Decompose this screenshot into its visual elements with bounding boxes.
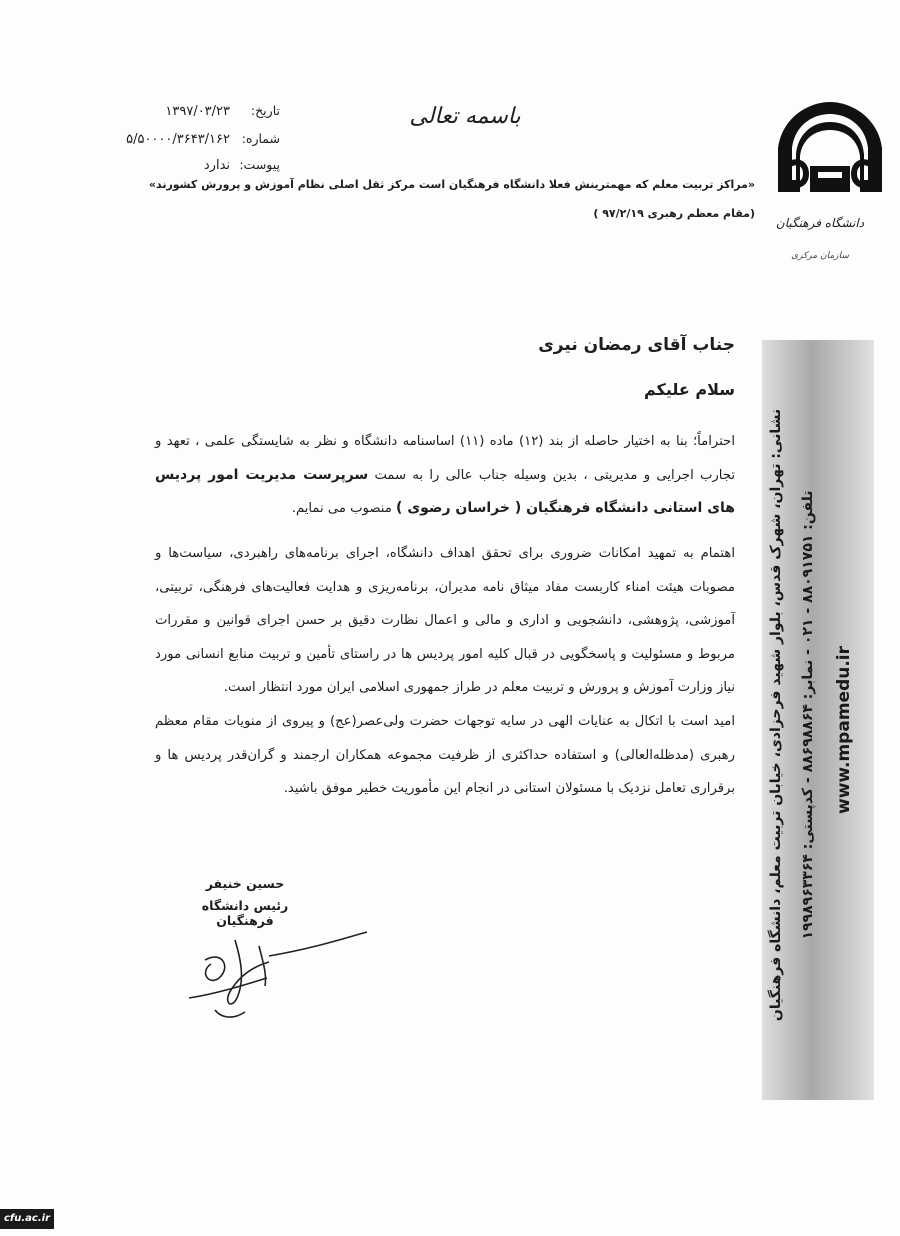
number-value: ۵/۵۰۰۰۰/۳۶۴۳/۱۶۲ [126,132,231,147]
signer-name: حسین خنیفر [205,876,285,891]
appointment-position: سرپرست مدیریت امور پردیس های استانی دانشگاه فرهنگیان ( خراسان رضوی ) [155,466,735,516]
addressee: جناب آقای رمضان نیری [538,335,735,355]
date-label: تاریخ: [250,103,280,118]
watermark-badge: cfu.ac.ir [0,1209,54,1229]
attachment-label: پیوست: [239,157,280,172]
date-value: ۱۳۹۷/۰۳/۲۳ [165,104,231,119]
attachment-line [105,157,280,173]
logo-subcaption: سازمان مرکزی [791,251,849,261]
leader-quote-source: (مقام معظم رهبری ۹۷/۲/۱۹ ) [593,207,755,220]
paragraph-closing: امید است با اتکال به عنایات الهی در سایه توجهات حضرت ولی‌عصر(عج) و پیروی از منویات مقام معظم رهبری (مدظله‌العالی) و استفاده حداکثری از ظرفیت مجموعه همکاران ارجمند و گران‌قدر پردیس ها و برقراری تعامل نزدیک با مسئولان استانی در انجام این مأموریت خطیر موفق باشید. [155,714,735,796]
date-line [105,103,280,119]
greeting: سلام علیکم [643,380,735,399]
basmele-heading: باسمه تعالی [409,104,521,129]
band-address: نشانی: تهران، شهرک قدس، بلوار شهید فرحزادی، خیابان تربیت معلم، دانشگاه فرهنگیان [768,408,784,1022]
handwritten-signature-icon [175,920,375,1030]
number-label: شماره: [241,131,280,146]
university-logo-icon [770,96,890,271]
leader-quote: «مراکز تربیت معلم که مهمترینش فعلا دانشگاه فرهنگیان است مرکز ثقل اصلی نظام آموزش و پرورش کشورند» [148,178,755,191]
paragraph-appointment [155,425,735,526]
logo-caption: دانشگاه فرهنگیان [775,216,865,230]
attachment-value: ندارد [203,158,231,173]
paragraph-appointment-end: منصوب می نمایم. [291,501,397,516]
band-website: www.mpamedu.ir [834,645,854,815]
number-line [105,131,280,147]
signer-title: رئیس دانشگاه فرهنگیان [201,898,289,928]
paragraph-appointment-start: احتراماً؛ بنا به اختیار حاصله از بند (۱۲) ماده (۱۱) اساسنامه دانشگاه و نظر به شایستگی علمی ، تعهد و تجارب اجرایی و مدیریتی ، بدین وسیله جناب عالی را به سمت [155,434,735,483]
paragraph-duties: اهتمام به تمهید امکانات ضروری برای تحقق اهداف دانشگاه، اجرای برنامه‌های راهبردی، سیاست‌ها و مصوبات هیئت امناء کاربست مفاد میثاق نامه مدیران، برنامه‌ریزی و هدایت فعالیت‌های فرهنگی، تربیتی، آموزشی، پژوهشی، دانشجویی و اداری و مالی و اعمال نظارت دقیق بر حسن اجرای قوانین و مقررات مربوط و مسئولیت و پاسخگویی در قبال کلیه امور پردیس ها در راستای تأمین و تربیت منابع انسانی مورد نیاز وزارت آموزش و پرورش و تربیت معلم در طراز جمهوری اسلامی ایران مورد انتظار است. [155,546,735,695]
band-phone: تلفن: ۸۸۰۹۱۷۵۱ - ۰۲۱ - نمابر: ۸۸۶۹۸۸۶۴ - کدپستی: ۱۹۹۸۹۶۳۳۶۴ [800,490,816,940]
